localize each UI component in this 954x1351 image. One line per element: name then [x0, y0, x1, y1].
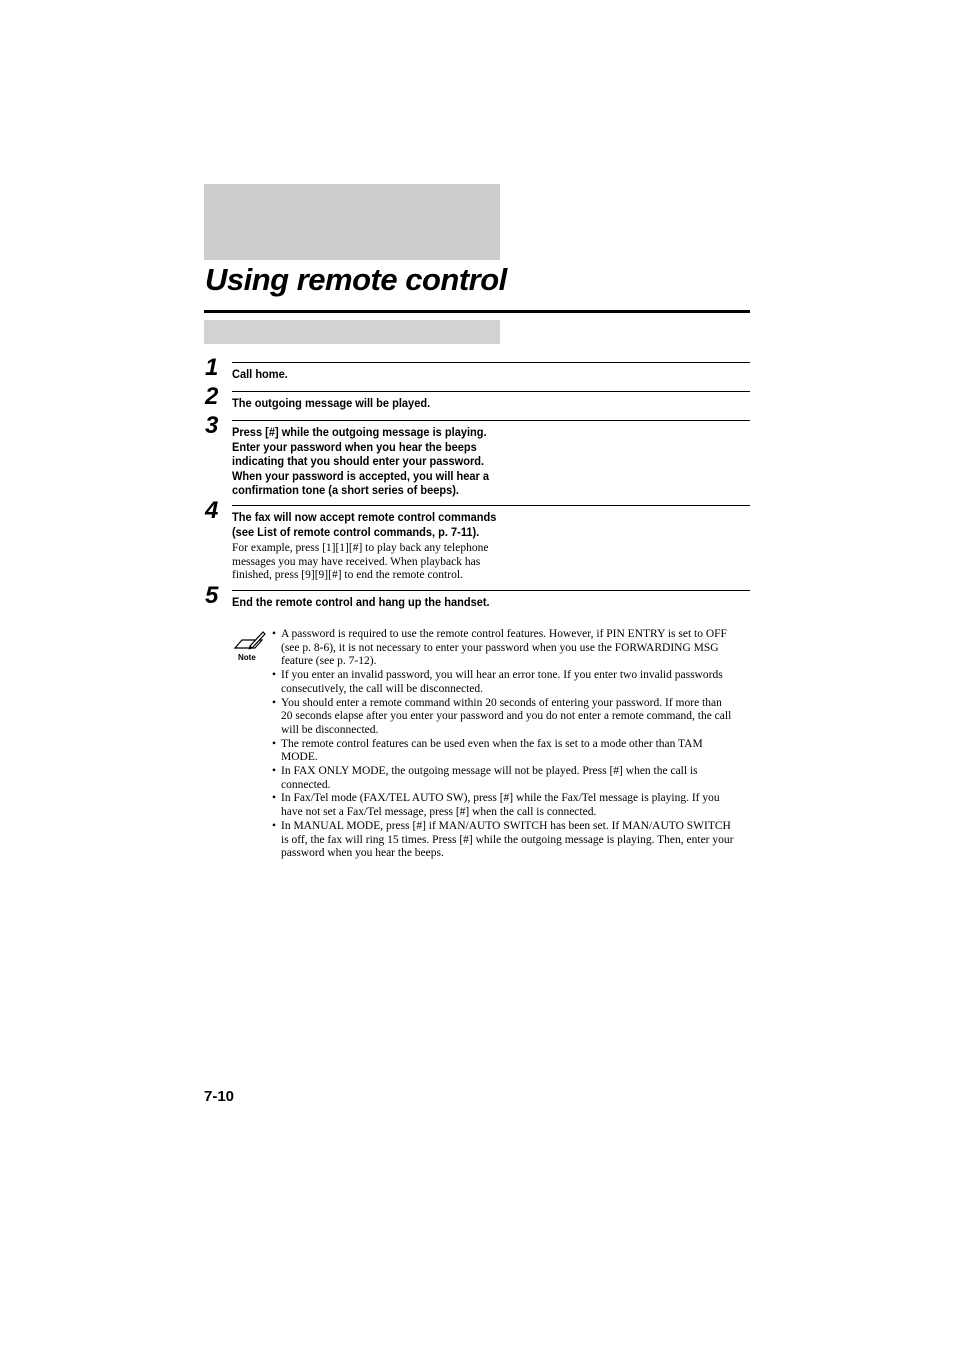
step-line: When your password is accepted, you will hear a: [232, 468, 490, 483]
step-line: The outgoing message will be played.: [232, 396, 431, 410]
step-number: 2: [205, 383, 219, 410]
note-item: [270, 820, 750, 861]
note-line: MODE.: [281, 751, 318, 764]
note-line: • The remote control features can be used even when the fax is set to a mode other than TAM: [281, 737, 703, 750]
step-instruction: [232, 425, 508, 498]
step-line: Enter your password when you hear the beeps: [232, 439, 477, 454]
note-item: [270, 697, 750, 738]
step-rule: [232, 391, 750, 392]
note-line: • In FAX ONLY MODE, the outgoing message will not be played. Press [#] when the call is: [281, 765, 698, 778]
step-instruction: [232, 367, 508, 382]
step-line: confirmation tone (a short series of beeps).: [232, 483, 459, 497]
note-item: [270, 765, 750, 792]
step-description: [232, 542, 532, 583]
note-item: [270, 738, 750, 765]
step-rule: [232, 362, 750, 363]
step-number: 3: [205, 412, 219, 439]
step-number: 1: [205, 354, 219, 381]
note-line: consecutively, the call will be disconnected.: [281, 682, 484, 695]
step-instruction: [232, 510, 508, 539]
step-body-line: For example, press [1][1][#] to play back any telephone: [232, 542, 489, 554]
step-line: (see List of remote control commands, p. 7-11).: [232, 524, 480, 539]
step-line: End the remote control and hang up the handset.: [232, 595, 490, 609]
note-line: • A password is required to use the remote control features. However, if PIN ENTRY is set to OFF: [281, 628, 727, 640]
step-line: indicating that you should enter your password.: [232, 454, 485, 468]
step-instruction: [232, 595, 508, 610]
note-line: password when you hear the beeps.: [281, 847, 444, 860]
step-instruction: [232, 396, 508, 411]
step-number: 4: [205, 497, 219, 524]
page-title: Using remote control: [205, 262, 507, 297]
note-line: 20 seconds elapse after you enter your password and you do not enter a remote command, the call: [281, 710, 732, 723]
step-number: 5: [205, 582, 219, 609]
subheader-banner: [204, 320, 500, 344]
step-rule: [232, 420, 750, 421]
step-line: Press [#] while the outgoing message is playing.: [232, 425, 487, 439]
note-line: connected.: [281, 778, 331, 791]
note-item: [270, 669, 750, 696]
note-line: • In Fax/Tel mode (FAX/TEL AUTO SW), press [#] while the Fax/Tel message is playing. If you: [281, 792, 720, 805]
note-list: [270, 628, 750, 861]
note-line: feature (see p. 7-12).: [281, 655, 377, 668]
step-rule: [232, 505, 750, 506]
header-banner: [204, 184, 500, 260]
note-item: [270, 628, 750, 669]
note-line: (see p. 8-6), it is not necessary to enter your password when you use the FORWARDING MSG: [281, 641, 719, 654]
step-body-line: messages you may have received. When playback has: [232, 555, 481, 568]
note-line: • You should enter a remote command within 20 seconds of entering your password. If more than: [281, 696, 722, 709]
step-rule: [232, 590, 750, 591]
note-line: • If you enter an invalid password, you will hear an error tone. If you enter two invalid passwords: [281, 669, 723, 682]
step-line: The fax will now accept remote control commands: [232, 510, 497, 524]
note-label: Note: [238, 653, 256, 662]
step-body-line: finished, press [9][9][#] to end the remote control.: [232, 569, 463, 581]
note-line: have not set a Fax/Tel message, press [#] when the call is connected.: [281, 806, 597, 819]
note-line: • In MANUAL MODE, press [#] if MAN/AUTO SWITCH has been set. If MAN/AUTO SWITCH: [281, 819, 731, 832]
note-line: is off, the fax will ring 15 times. Press [#] while the outgoing message is playing. Then, enter your: [281, 833, 734, 846]
step-line: Call home.: [232, 367, 288, 381]
note-line: will be disconnected.: [281, 723, 379, 736]
title-rule: [204, 310, 750, 313]
note-item: [270, 792, 750, 819]
page-number: 7-10: [204, 1088, 235, 1105]
